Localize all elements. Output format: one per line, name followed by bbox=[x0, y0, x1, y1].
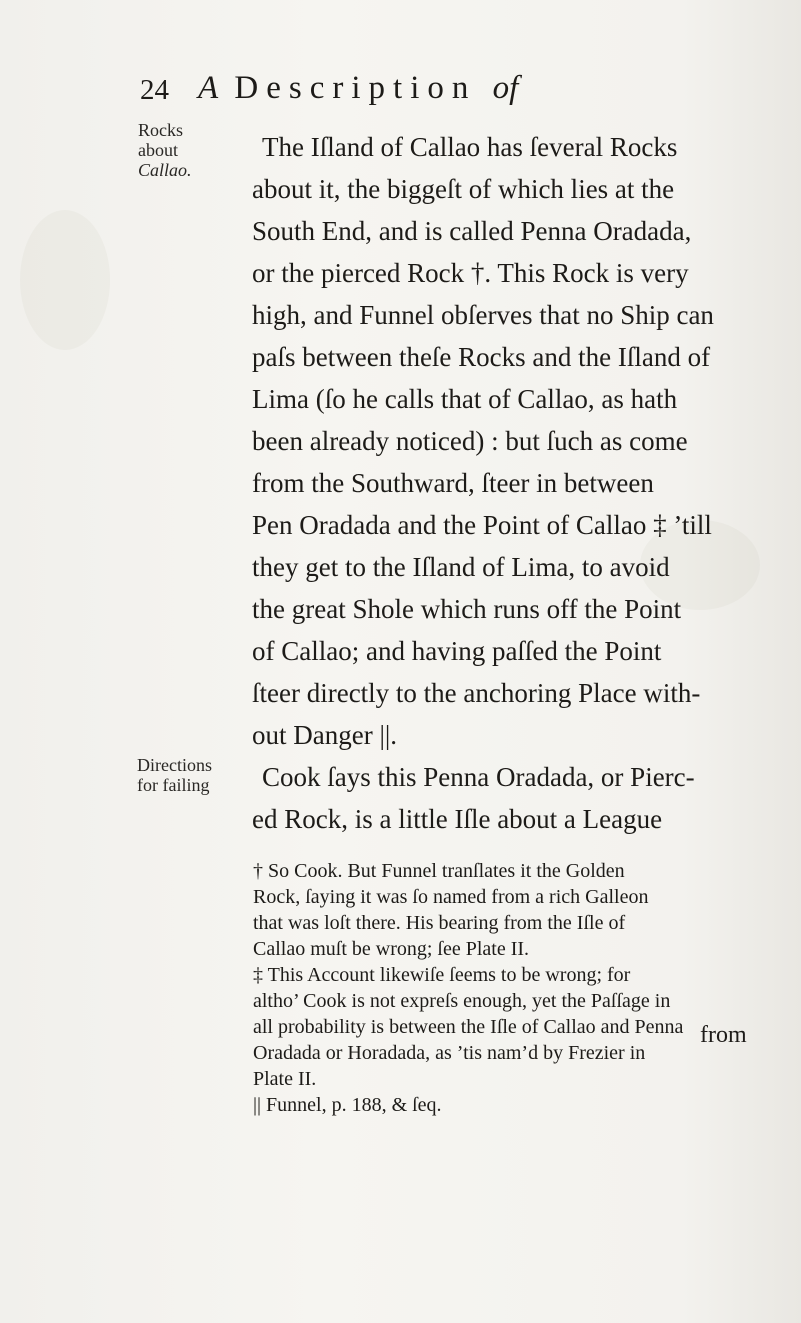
page-number: 24 bbox=[140, 74, 169, 106]
running-head-suffix: of bbox=[492, 70, 519, 106]
footnote-line: altho’ Cook is not expreſs enough, yet the Paſſage in bbox=[253, 990, 671, 1012]
text-line: they get to the Iſland of Lima, to avoid bbox=[252, 552, 670, 582]
text-line: from the Southward, ſteer in between bbox=[252, 468, 654, 498]
text-line: out Danger ||. bbox=[252, 720, 398, 750]
footnote-line: Callao muſt be wrong; ſee Plate II. bbox=[253, 938, 530, 960]
footnote-line: Rock, ſaying it was ſo named from a rich Galleon bbox=[253, 886, 649, 908]
margin-note-line: Rocks bbox=[138, 120, 183, 140]
text-line: Pen Oradada and the Point of Callao ‡ ’till bbox=[252, 510, 712, 540]
page-header bbox=[140, 70, 780, 120]
text-line: ed Rock, is a little Iſle about a League bbox=[252, 804, 663, 834]
margin-note-line: about bbox=[138, 140, 178, 160]
catchword: from bbox=[700, 1022, 747, 1048]
margin-note-line: Directions bbox=[137, 755, 212, 775]
running-head bbox=[198, 70, 518, 107]
running-head-title: Description bbox=[234, 70, 477, 106]
text-line: Lima (ſo he calls that of Callao, as hath bbox=[252, 384, 678, 414]
text-line: Cook ſays this Penna Oradada, or Pierc- bbox=[262, 762, 695, 792]
margin-note-line: for failing bbox=[137, 775, 210, 795]
margin-note-line: Callao. bbox=[138, 160, 192, 180]
margin-note-directions bbox=[137, 755, 221, 795]
text-line: or the pierced Rock †. This Rock is very bbox=[252, 258, 689, 288]
text-line: South End, and is called Penna Oradada, bbox=[252, 216, 692, 246]
text-line: of Callao; and having paſſed the Point bbox=[252, 636, 662, 666]
paper-stain bbox=[20, 210, 110, 350]
running-head-prefix: A bbox=[198, 70, 219, 106]
margin-note-rocks bbox=[138, 120, 200, 180]
text-line: The Iſland of Callao has ſeveral Rocks bbox=[262, 132, 678, 162]
footnotes bbox=[253, 858, 763, 1118]
footnote-line: Plate II. bbox=[253, 1068, 317, 1090]
footnote-line: Oradada or Horadada, as ’tis nam’d by Frezier in bbox=[253, 1042, 646, 1064]
main-text bbox=[252, 126, 762, 840]
text-line: ſteer directly to the anchoring Place with- bbox=[252, 678, 701, 708]
footnote-line: all probability is between the Iſle of Callao and Penna bbox=[253, 1016, 684, 1038]
footnote-line: ‡ This Account likewiſe ſeems to be wrong; for bbox=[253, 964, 631, 986]
footnote-line: † So Cook. But Funnel tranſlates it the Golden bbox=[253, 860, 625, 882]
footnote-line: that was loſt there. His bearing from the Iſle of bbox=[253, 912, 626, 934]
text-line: high, and Funnel obſerves that no Ship can bbox=[252, 300, 714, 330]
text-line: about it, the biggeſt of which lies at the bbox=[252, 174, 675, 204]
footnote-line: || Funnel, p. 188, & ſeq. bbox=[253, 1094, 442, 1116]
text-line: been already noticed) : but ſuch as come bbox=[252, 426, 688, 456]
text-line: the great Shole which runs off the Point bbox=[252, 594, 682, 624]
text-line: paſs between theſe Rocks and the Iſland of bbox=[252, 342, 711, 372]
